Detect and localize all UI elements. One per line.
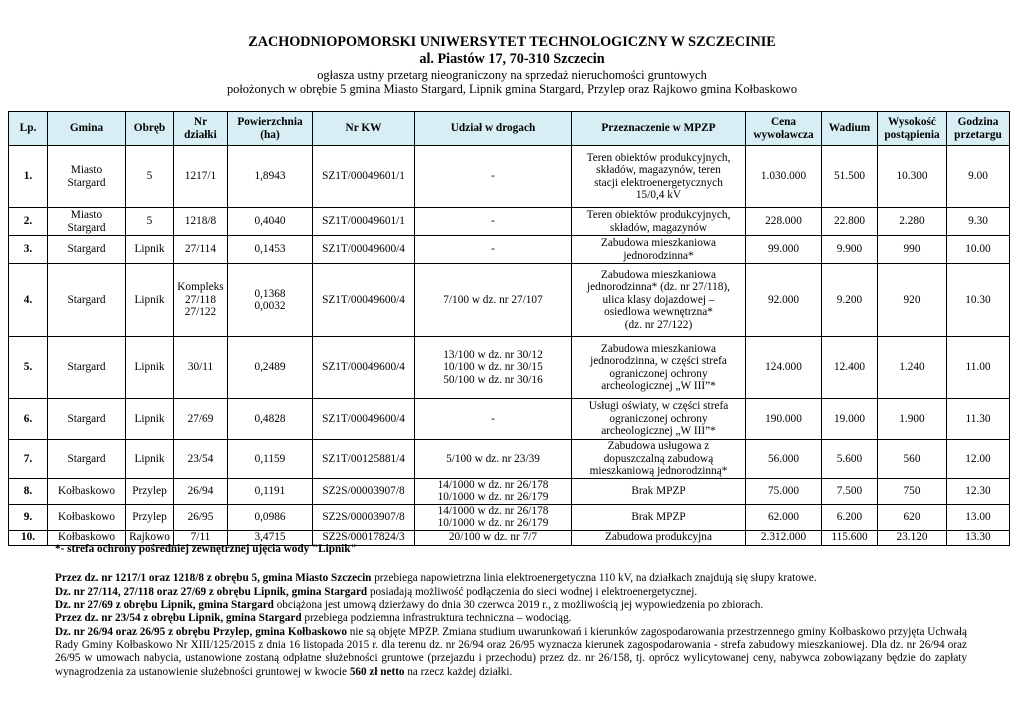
cell-przeznaczenie: Teren obiektów produkcyjnych, składów, magazynów, teren stacji elektroenergetycznych 15/0,4 kV bbox=[572, 146, 746, 208]
cell-nr-kw: SZ2S/00003907/8 bbox=[313, 504, 415, 530]
column-header: Gmina bbox=[48, 112, 126, 146]
cell-godzina: 12.00 bbox=[947, 440, 1010, 479]
cell-udzial: - bbox=[415, 146, 572, 208]
cell-gmina: Kołbaskowo bbox=[48, 479, 126, 505]
university-name: ZACHODNIOPOMORSKI UNIWERSYTET TECHNOLOGICZNY W SZCZECINIE bbox=[248, 34, 776, 50]
cell-lp: 7. bbox=[9, 440, 48, 479]
cell-postapienie: 920 bbox=[878, 264, 947, 337]
note-2-text: posiadają możliwość podłączenia do sieci wodnej i elektroenergetycznej. bbox=[367, 585, 698, 598]
announcement-line-2: położonych w obrębie 5 gmina Miasto Stargard, Lipnik gmina Stargard, Przylep oraz Rajkowo gmina Kołbaskowo bbox=[226, 82, 798, 97]
table-row bbox=[9, 504, 1010, 530]
cell-wadium: 9.900 bbox=[822, 236, 878, 264]
cell-powierzchnia: 0,1191 bbox=[228, 479, 313, 505]
note-5-amount: 560 zł netto bbox=[349, 665, 405, 678]
document-header bbox=[0, 34, 1024, 97]
cell-udzial: - bbox=[415, 236, 572, 264]
cell-przeznaczenie: Zabudowa mieszkaniowa jednorodzinna* (dz. nr 27/118), ulica klasy dojazdowej – osiedlowa wewnętrzna* (dz. nr 27/122) bbox=[572, 264, 746, 337]
cell-lp: 6. bbox=[9, 399, 48, 440]
cell-obreb: Lipnik bbox=[126, 440, 174, 479]
cell-nr-dzialki: 27/114 bbox=[174, 236, 228, 264]
cell-przeznaczenie: Zabudowa produkcyjna bbox=[572, 530, 746, 545]
cell-obreb: Lipnik bbox=[126, 337, 174, 399]
table-row bbox=[9, 236, 1010, 264]
cell-obreb: Lipnik bbox=[126, 236, 174, 264]
cell-nr-kw: SZ1T/00049601/1 bbox=[313, 146, 415, 208]
cell-obreb: 5 bbox=[126, 146, 174, 208]
cell-godzina: 10.00 bbox=[947, 236, 1010, 264]
cell-cena: 228.000 bbox=[746, 208, 822, 236]
column-header: Wadium bbox=[822, 112, 878, 146]
cell-nr-kw: SZ2S/00003907/8 bbox=[313, 479, 415, 505]
cell-cena: 56.000 bbox=[746, 440, 822, 479]
column-header: Obręb bbox=[126, 112, 174, 146]
note-5-text: nie są objęte MPZP. Zmiana studium uwarunkowań i kierunków zagospodarowania przestrzennego gminy Kołbaskowo przyjęta Uchwałą Rady Gminy Kołbaskowo Nr XIII/125/2015 z dnia 16 listopada 2015 r. dla terenu dz. nr 26/94 oraz 26/95 wyznacza kierunek zagospodarowania - strefa zabudowy mieszkaniowej. Dla dz. nr 26/94 oraz 26/95 w umowach nabycia, ustanowione zostaną odpłatne służebności gruntowe (przejazdu i przechodu) przez dz. nr 26/158, tj. oprócz wylicytowanej ceny, nabywca zobowiązany będzie do zapłaty wynagrodzenia za ustanowienie służebności gruntowej w kwocie bbox=[55, 625, 967, 678]
cell-postapienie: 560 bbox=[878, 440, 947, 479]
cell-godzina: 11.30 bbox=[947, 399, 1010, 440]
cell-obreb: 5 bbox=[126, 208, 174, 236]
cell-nr-dzialki: 23/54 bbox=[174, 440, 228, 479]
cell-gmina: Miasto Stargard bbox=[48, 208, 126, 236]
cell-wadium: 5.600 bbox=[822, 440, 878, 479]
cell-nr-dzialki: 7/11 bbox=[174, 530, 228, 545]
cell-gmina: Stargard bbox=[48, 440, 126, 479]
cell-przeznaczenie: Teren obiektów produkcyjnych, składów, magazynów bbox=[572, 208, 746, 236]
cell-udzial: 13/100 w dz. nr 30/12 10/100 w dz. nr 30/15 50/100 w dz. nr 30/16 bbox=[415, 337, 572, 399]
cell-godzina: 11.00 bbox=[947, 337, 1010, 399]
cell-gmina: Stargard bbox=[48, 236, 126, 264]
table-header-row bbox=[9, 112, 1010, 146]
cell-wadium: 6.200 bbox=[822, 504, 878, 530]
university-address: al. Piastów 17, 70-310 Szczecin bbox=[419, 50, 605, 67]
cell-wadium: 115.600 bbox=[822, 530, 878, 545]
cell-obreb: Przylep bbox=[126, 504, 174, 530]
cell-udzial: 20/100 w dz. nr 7/7 bbox=[415, 530, 572, 545]
cell-gmina: Miasto Stargard bbox=[48, 146, 126, 208]
column-header: Powierzchnia (ha) bbox=[228, 112, 313, 146]
cell-wadium: 12.400 bbox=[822, 337, 878, 399]
cell-postapienie: 1.900 bbox=[878, 399, 947, 440]
cell-lp: 1. bbox=[9, 146, 48, 208]
cell-powierzchnia: 1,8943 bbox=[228, 146, 313, 208]
cell-nr-dzialki: 26/95 bbox=[174, 504, 228, 530]
cell-postapienie: 620 bbox=[878, 504, 947, 530]
note-5-end: na rzecz każdej działki. bbox=[404, 665, 513, 678]
cell-nr-dzialki: 26/94 bbox=[174, 479, 228, 505]
column-header: Godzina przetargu bbox=[947, 112, 1010, 146]
cell-cena: 2.312.000 bbox=[746, 530, 822, 545]
footnote: *- strefa ochrony pośredniej zewnętrznej ujęcia wody "Lipnik" bbox=[55, 543, 357, 555]
note-3-text: obciążona jest umową dzierżawy do dnia 30 czerwca 2019 r., z możliwością jej wypowiedzenia po zbiorach. bbox=[273, 599, 764, 612]
cell-nr-dzialki: 30/11 bbox=[174, 337, 228, 399]
note-2-bold: Dz. nr 27/114, 27/118 oraz 27/69 z obrębu Lipnik, gmina Stargard bbox=[55, 585, 368, 598]
cell-powierzchnia: 0,1159 bbox=[228, 440, 313, 479]
cell-wadium: 51.500 bbox=[822, 146, 878, 208]
cell-nr-kw: SZ1T/00049600/4 bbox=[313, 399, 415, 440]
table-row bbox=[9, 337, 1010, 399]
cell-godzina: 9.30 bbox=[947, 208, 1010, 236]
cell-gmina: Stargard bbox=[48, 337, 126, 399]
cell-nr-dzialki: 1217/1 bbox=[174, 146, 228, 208]
cell-obreb: Lipnik bbox=[126, 264, 174, 337]
cell-lp: 2. bbox=[9, 208, 48, 236]
cell-nr-kw: SZ1T/00049601/1 bbox=[313, 208, 415, 236]
cell-powierzchnia: 3,4715 bbox=[228, 530, 313, 545]
table-body bbox=[9, 146, 1010, 546]
cell-powierzchnia: 0,2489 bbox=[228, 337, 313, 399]
cell-lp: 4. bbox=[9, 264, 48, 337]
cell-wadium: 9.200 bbox=[822, 264, 878, 337]
column-header: Nr KW bbox=[313, 112, 415, 146]
cell-postapienie: 23.120 bbox=[878, 530, 947, 545]
column-header: Przeznaczenie w MPZP bbox=[572, 112, 746, 146]
cell-powierzchnia: 0,4828 bbox=[228, 399, 313, 440]
cell-nr-dzialki: Kompleks 27/118 27/122 bbox=[174, 264, 228, 337]
note-2 bbox=[55, 586, 967, 599]
cell-przeznaczenie: Zabudowa usługowa z dopuszczalną zabudową mieszkaniową jednorodzinną* bbox=[572, 440, 746, 479]
note-3 bbox=[55, 599, 967, 612]
cell-udzial: 7/100 w dz. nr 27/107 bbox=[415, 264, 572, 337]
cell-przeznaczenie: Brak MPZP bbox=[572, 479, 746, 505]
cell-godzina: 12.30 bbox=[947, 479, 1010, 505]
cell-gmina: Stargard bbox=[48, 399, 126, 440]
notes-section bbox=[55, 543, 967, 679]
cell-przeznaczenie: Usługi oświaty, w części strefa ograniczonej ochrony archeologicznej „W III”* bbox=[572, 399, 746, 440]
table-row bbox=[9, 208, 1010, 236]
cell-nr-kw: SZ1T/00049600/4 bbox=[313, 236, 415, 264]
cell-nr-kw: SZ1T/00049600/4 bbox=[313, 264, 415, 337]
cell-obreb: Przylep bbox=[126, 479, 174, 505]
cell-obreb: Rajkowo bbox=[126, 530, 174, 545]
table-row bbox=[9, 146, 1010, 208]
cell-cena: 92.000 bbox=[746, 264, 822, 337]
cell-udzial: - bbox=[415, 399, 572, 440]
column-header: Nr działki bbox=[174, 112, 228, 146]
cell-powierzchnia: 0,1453 bbox=[228, 236, 313, 264]
cell-powierzchnia: 0,1368 0,0032 bbox=[228, 264, 313, 337]
cell-gmina: Kołbaskowo bbox=[48, 530, 126, 545]
note-1 bbox=[55, 572, 967, 585]
cell-cena: 124.000 bbox=[746, 337, 822, 399]
cell-wadium: 22.800 bbox=[822, 208, 878, 236]
note-5-bold: Dz. nr 26/94 oraz 26/95 z obrębu Przylep, gmina Kołbaskowo bbox=[55, 625, 347, 638]
cell-godzina: 13.30 bbox=[947, 530, 1010, 545]
cell-postapienie: 10.300 bbox=[878, 146, 947, 208]
cell-godzina: 9.00 bbox=[947, 146, 1010, 208]
cell-lp: 9. bbox=[9, 504, 48, 530]
cell-powierzchnia: 0,0986 bbox=[228, 504, 313, 530]
note-1-text: przebiega napowietrzna linia elektroenergetyczna 110 kV, na działkach znajdują się słupy kratowe. bbox=[371, 572, 817, 585]
cell-powierzchnia: 0,4040 bbox=[228, 208, 313, 236]
cell-obreb: Lipnik bbox=[126, 399, 174, 440]
cell-postapienie: 1.240 bbox=[878, 337, 947, 399]
cell-gmina: Kołbaskowo bbox=[48, 504, 126, 530]
cell-godzina: 10.30 bbox=[947, 264, 1010, 337]
cell-postapienie: 2.280 bbox=[878, 208, 947, 236]
cell-wadium: 19.000 bbox=[822, 399, 878, 440]
cell-udzial: 14/1000 w dz. nr 26/178 10/1000 w dz. nr 26/179 bbox=[415, 504, 572, 530]
table-row bbox=[9, 479, 1010, 505]
note-1-bold: Przez dz. nr 1217/1 oraz 1218/8 z obrębu 5, gmina Miasto Szczecin bbox=[55, 572, 372, 585]
column-header: Lp. bbox=[9, 112, 48, 146]
cell-godzina: 13.00 bbox=[947, 504, 1010, 530]
cell-lp: 3. bbox=[9, 236, 48, 264]
cell-wadium: 7.500 bbox=[822, 479, 878, 505]
cell-nr-dzialki: 27/69 bbox=[174, 399, 228, 440]
cell-lp: 10. bbox=[9, 530, 48, 545]
table-row bbox=[9, 399, 1010, 440]
table-row bbox=[9, 440, 1010, 479]
auction-table bbox=[8, 111, 1010, 546]
cell-postapienie: 750 bbox=[878, 479, 947, 505]
note-4-bold: Przez dz. nr 23/54 z obrębu Lipnik, gmina Stargard bbox=[55, 612, 302, 625]
cell-cena: 190.000 bbox=[746, 399, 822, 440]
cell-cena: 99.000 bbox=[746, 236, 822, 264]
cell-nr-kw: SZ2S/00017824/3 bbox=[313, 530, 415, 545]
cell-nr-kw: SZ1T/00125881/4 bbox=[313, 440, 415, 479]
cell-przeznaczenie: Brak MPZP bbox=[572, 504, 746, 530]
column-header: Udział w drogach bbox=[415, 112, 572, 146]
cell-gmina: Stargard bbox=[48, 264, 126, 337]
cell-cena: 75.000 bbox=[746, 479, 822, 505]
cell-lp: 5. bbox=[9, 337, 48, 399]
note-3-bold: Dz. nr 27/69 z obrębu Lipnik, gmina Stargard bbox=[55, 599, 274, 612]
cell-nr-dzialki: 1218/8 bbox=[174, 208, 228, 236]
cell-przeznaczenie: Zabudowa mieszkaniowa jednorodzinna, w części strefa ograniczonej ochrony archeologicznej „W III”* bbox=[572, 337, 746, 399]
cell-przeznaczenie: Zabudowa mieszkaniowa jednorodzinna* bbox=[572, 236, 746, 264]
announcement-line-1: ogłasza ustny przetarg nieograniczony na sprzedaż nieruchomości gruntowych bbox=[317, 67, 707, 82]
column-header: Cena wywoławcza bbox=[746, 112, 822, 146]
cell-postapienie: 990 bbox=[878, 236, 947, 264]
note-4-text: przebiega podziemna infrastruktura techniczna – wodociąg. bbox=[301, 612, 572, 625]
cell-nr-kw: SZ1T/00049600/4 bbox=[313, 337, 415, 399]
cell-udzial: 5/100 w dz. nr 23/39 bbox=[415, 440, 572, 479]
cell-udzial: - bbox=[415, 208, 572, 236]
column-header: Wysokość postąpienia bbox=[878, 112, 947, 146]
note-4 bbox=[55, 612, 967, 625]
cell-udzial: 14/1000 w dz. nr 26/178 10/1000 w dz. nr 26/179 bbox=[415, 479, 572, 505]
cell-cena: 1.030.000 bbox=[746, 146, 822, 208]
cell-cena: 62.000 bbox=[746, 504, 822, 530]
table-row bbox=[9, 264, 1010, 337]
cell-lp: 8. bbox=[9, 479, 48, 505]
note-5 bbox=[55, 626, 967, 679]
